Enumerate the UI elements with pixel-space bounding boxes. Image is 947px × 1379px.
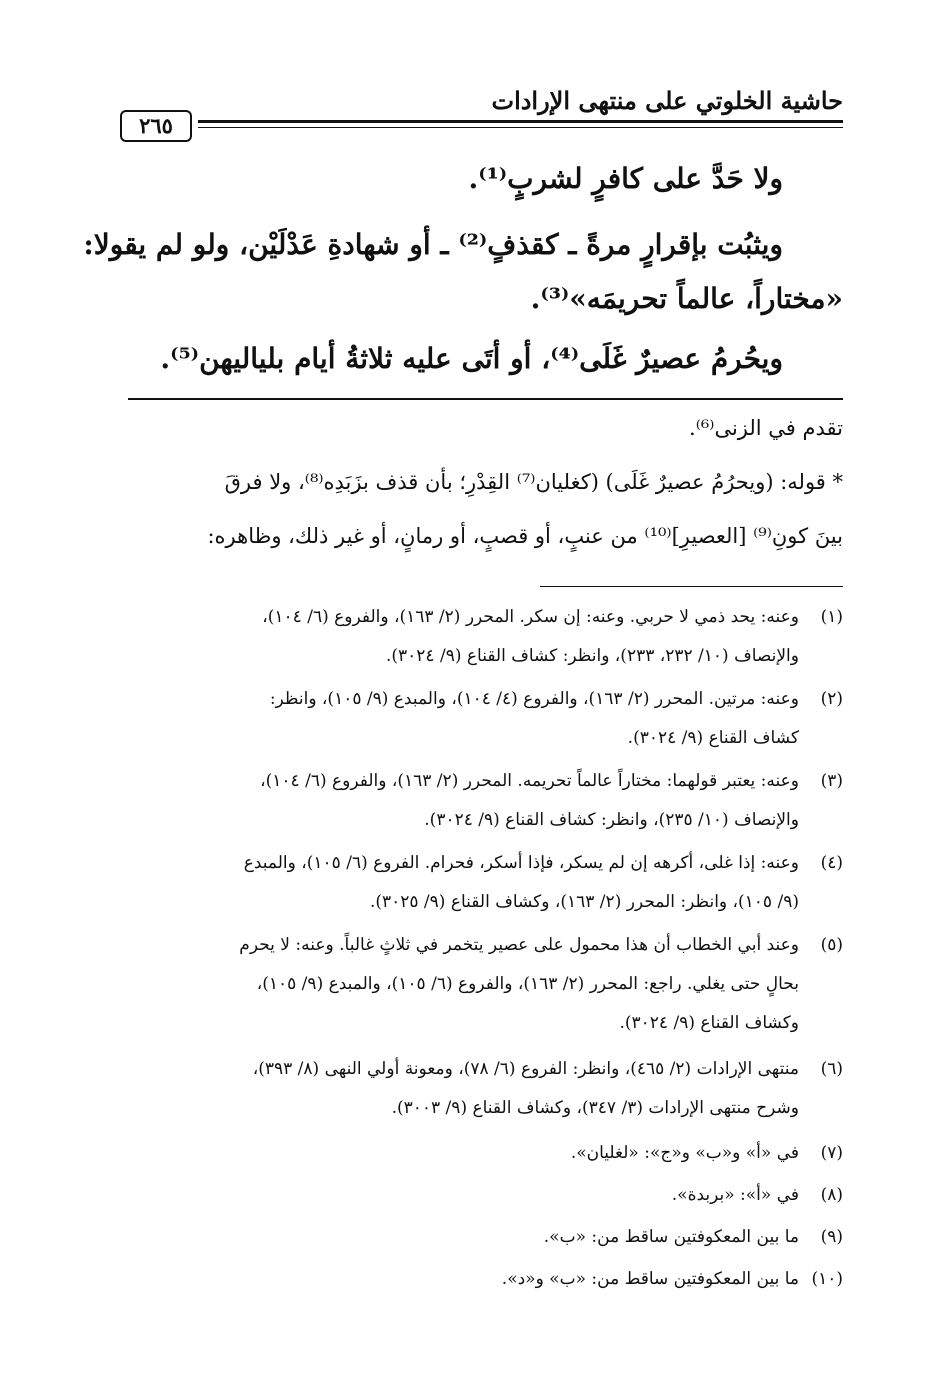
- commentary-line-1: تقدم في الزنى⁽⁶⁾.: [689, 416, 843, 440]
- matn-line-4: ويحُرمُ عصيرٌ غَلَى⁽⁴⁾، أو أتَى عليه ثلاثةُ أيام بلياليهن⁽⁵⁾.: [160, 342, 783, 375]
- footnote-number: (١): [820, 607, 843, 627]
- footnote-text: وعنه: يحد ذمي لا حربي. وعنه: إن سكر. المحرر (٢/ ١٦٣)، والفروع (٦/ ١٠٤)،: [262, 607, 799, 627]
- matn-line-2: ويثبُت بإقرارٍ مرةً ـ كقذفٍ⁽²⁾ ـ أو شهادةِ عَدْلَيْن، ولو لم يقولا:: [83, 228, 783, 261]
- header-rule: [198, 120, 843, 128]
- footnote-2: [128, 680, 843, 758]
- footnote-text: في «أ» و«ب» و«ج»: «لغليان».: [570, 1143, 799, 1163]
- footnote-text: وشرح منتهى الإرادات (٣/ ٣٤٧)، وكشاف القناع (٩/ ٣٠٠٣).: [391, 1098, 799, 1118]
- footnote-text: وعنه: إذا غلى، أكرهه إن لم يسكر، فإذا أسكر، فحرام. الفروع (٦/ ١٠٥)، والمبدع: [243, 853, 799, 873]
- footnote-text: وعند أبي الخطاب أن هذا محمول على عصير يتخمر في ثلاثٍ غالباً. وعنه: لا يحرم: [239, 935, 799, 955]
- footnote-9: [128, 1218, 843, 1257]
- footnote-5: [128, 926, 843, 1043]
- footnote-divider: [540, 586, 843, 587]
- footnote-text: ما بين المعكوفتين ساقط من: «ب».: [543, 1227, 799, 1247]
- footnote-number: (٣): [820, 771, 843, 791]
- commentary-line-2: * قوله: (ويحرُمُ عصيرٌ غَلَى) (كغليان⁽⁷⁾ القِدْرِ؛ بأن قذف بزَبَدِه⁽⁸⁾، ولا فرقَ: [224, 470, 843, 494]
- commentary-line-3: بينَ كونِ⁽⁹⁾ [العصيرِ]⁽¹⁰⁾ من عنبٍ، أو قصبٍ، أو رمانٍ، أو غير ذلك، وظاهره:: [207, 524, 843, 548]
- footnote-text: والإنصاف (١٠/ ٢٣٢، ٢٣٣)، وانظر: كشاف القناع (٩/ ٣٠٢٤).: [385, 646, 799, 666]
- footnote-8: [128, 1176, 843, 1215]
- matn-line-3: «مختاراً، عالماً تحريمَه»⁽³⁾.: [530, 282, 843, 315]
- footnote-text: وكشاف القناع (٩/ ٣٠٢٤).: [619, 1013, 799, 1033]
- footnote-number: (٨): [820, 1185, 843, 1205]
- footnote-number: (٤): [820, 853, 843, 873]
- footnote-number: (٥): [820, 935, 843, 955]
- footnote-3: [128, 762, 843, 840]
- footnote-text: منتهى الإرادات (٢/ ٤٦٥)، وانظر: الفروع (٦/ ٧٨)، ومعونة أولي النهى (٨/ ٣٩٣)،: [252, 1059, 799, 1079]
- footnote-text: والإنصاف (١٠/ ٢٣٥)، وانظر: كشاف القناع (٩/ ٣٠٢٤).: [424, 810, 799, 830]
- footnote-text: بحالٍ حتى يغلي. راجع: المحرر (٢/ ١٦٣)، والفروع (٦/ ١٠٥)، والمبدع (٩/ ١٠٥)،: [256, 974, 799, 994]
- footnote-number: (١٠): [811, 1269, 843, 1289]
- footnote-4: [128, 844, 843, 922]
- footnote-text: كشاف القناع (٩/ ٣٠٢٤).: [627, 728, 799, 748]
- footnote-7: [128, 1134, 843, 1173]
- footnote-number: (٩): [820, 1227, 843, 1247]
- footnote-text: (٩/ ١٠٥)، وانظر: المحرر (٢/ ١٦٣)، وكشاف القناع (٩/ ٣٠٢٥).: [369, 892, 799, 912]
- footnote-6: [128, 1050, 843, 1128]
- footnote-text: وعنه: يعتبر قولهما: مختاراً عالماً تحريمه. المحرر (٢/ ١٦٣)، والفروع (٦/ ١٠٤)،: [260, 771, 799, 791]
- matn-line-1: ولا حَدَّ على كافرٍ لشربٍ⁽¹⁾.: [468, 162, 783, 195]
- footnote-number: (٢): [820, 689, 843, 709]
- book-title: حاشية الخلوتي على منتهى الإرادات: [491, 86, 843, 115]
- footnote-text: وعنه: مرتين. المحرر (٢/ ١٦٣)، والفروع (٤/ ١٠٤)، والمبدع (٩/ ١٠٥)، وانظر:: [269, 689, 799, 709]
- section-divider: [128, 398, 843, 400]
- footnote-number: (٦): [820, 1059, 843, 1079]
- footnote-text: في «أ»: «بربدة».: [671, 1185, 799, 1205]
- page-number: ٢٦٥: [120, 110, 192, 142]
- footnote-number: (٧): [820, 1143, 843, 1163]
- footnote-text: ما بين المعكوفتين ساقط من: «ب» و«د».: [501, 1269, 799, 1289]
- footnote-1: [128, 598, 843, 676]
- footnote-10: [128, 1260, 843, 1299]
